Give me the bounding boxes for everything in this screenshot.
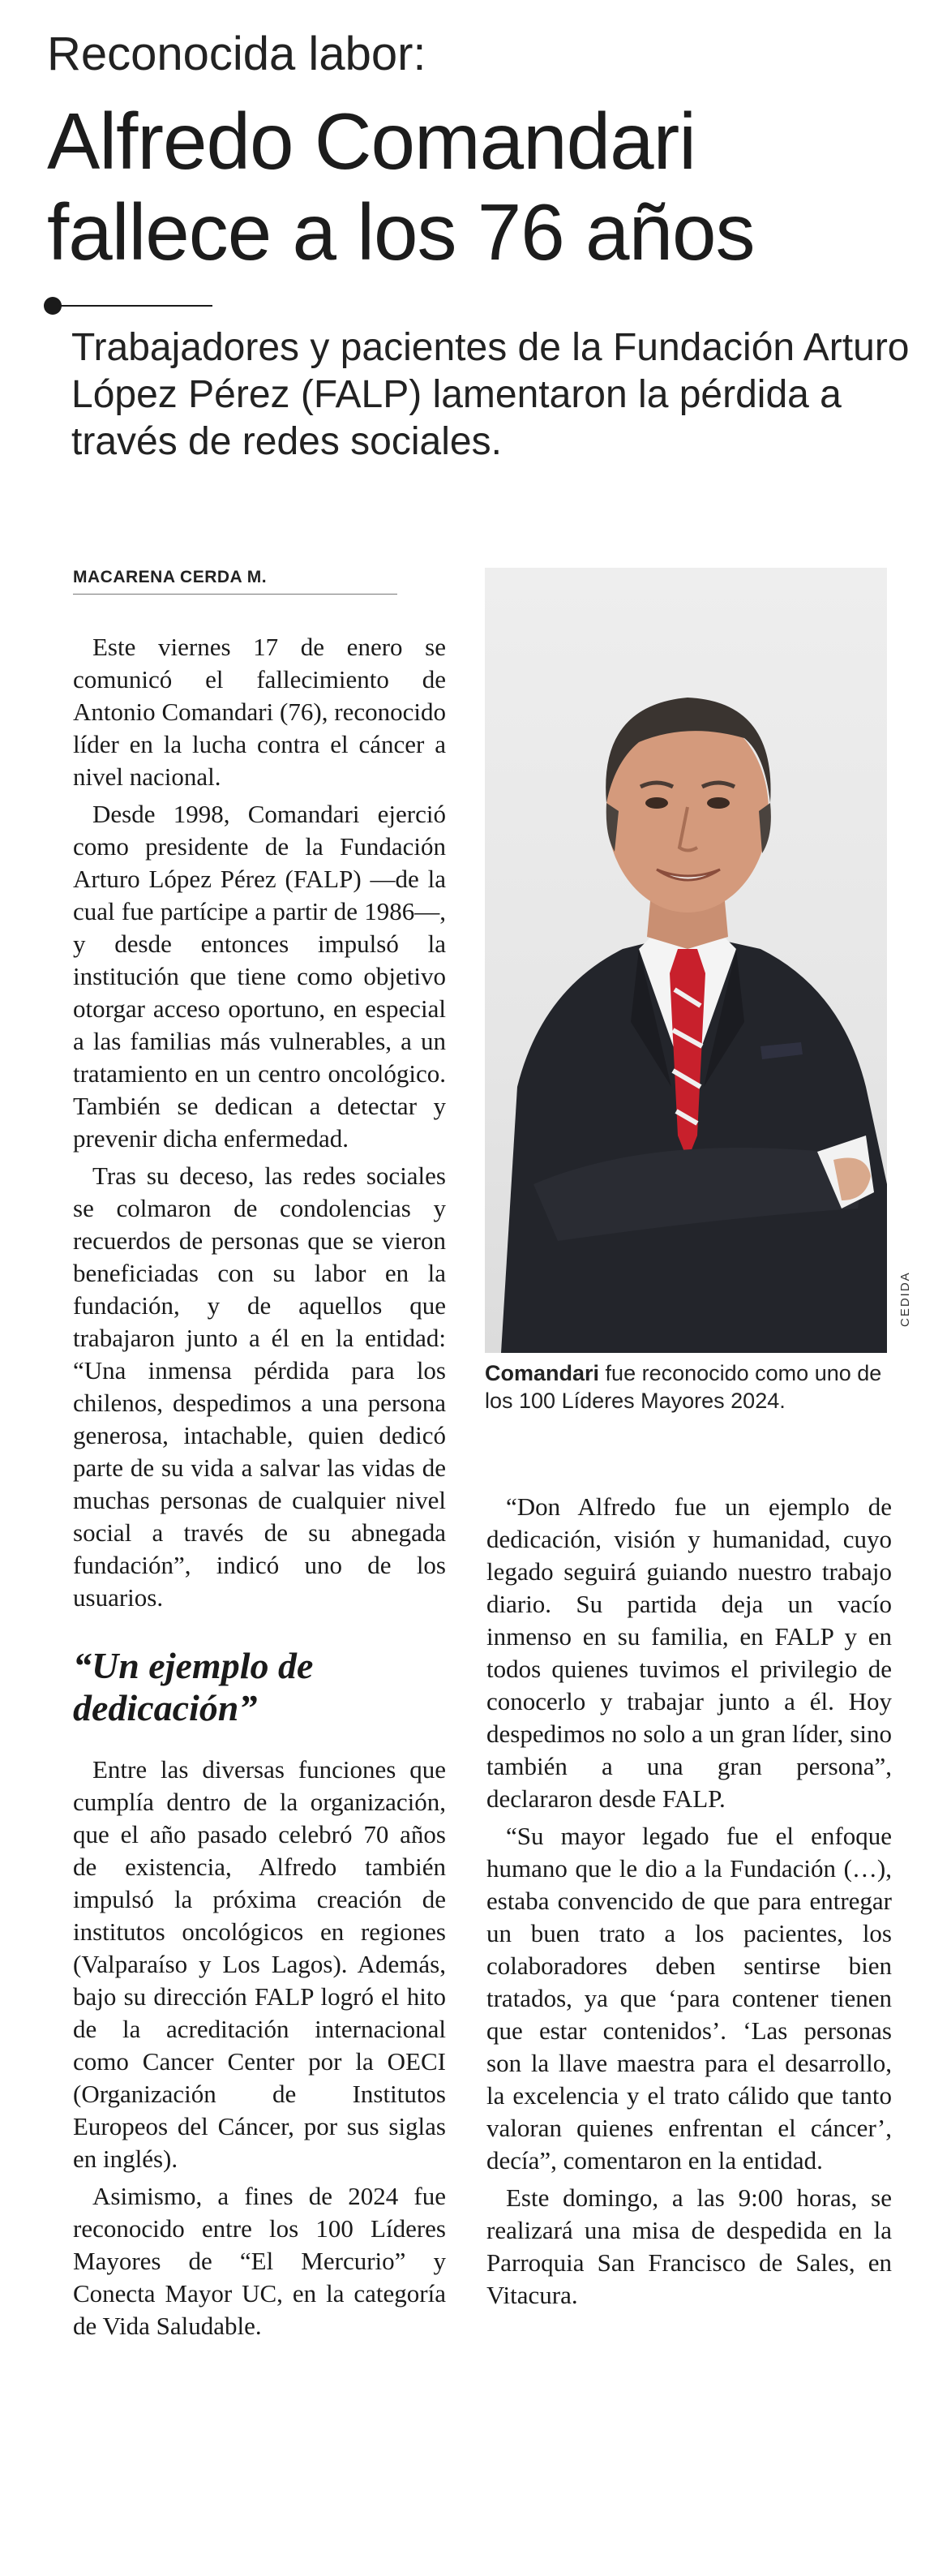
- divider-line: [54, 305, 212, 307]
- section-heading: “Un ejemplo de dedicación”: [73, 1645, 314, 1728]
- photo-caption: [485, 1359, 890, 1415]
- paragraph: “Su mayor legado fue el enfoque humano que le dio a la Fundación (…), estaba convencido de que para entregar un buen trato a los pacientes, los colaboradores deben sentirse bien tratados, ya que ‘para contener tienen que estar contenidos’. ‘Las personas son la llave maestra para el desarrollo, la excelencia y el trato cálido que tanto valoran quienes enfrentan el cáncer’, decía”, comentaron en la entidad.: [486, 1822, 892, 2175]
- paragraph: Asimismo, a fines de 2024 fue reconocido entre los 100 Líderes Mayores de “El Mercurio” y Conecta Mayor UC, en la categoría de Vida Saludable.: [73, 2182, 446, 2340]
- paragraph: Este domingo, a las 9:00 horas, se realizará una misa de despedida en la Parroquia San Francisco de Sales, en Vitacura.: [486, 2183, 892, 2309]
- portrait-illustration: [485, 568, 887, 1353]
- caption-text: fue reconocido como uno de los 100 Líderes Mayores 2024.: [485, 1361, 882, 1413]
- paragraph: Entre las diversas funciones que cumplía dentro de la organización, que el año pasado celebró 70 años de existencia, Alfredo también impulsó la próxima creación de institutos oncológicos en regiones (Valparaíso y Los Lagos). Además, bajo su dirección FALP logró el hito de la acreditación internacional como Cancer Center por la OECI (Organización de Institutos Europeos del Cáncer, por sus siglas en inglés).: [73, 1755, 446, 2173]
- paragraph: Desde 1998, Comandari ejerció como presidente de la Fundación Arturo López Pérez (FALP) —de la cual fue partícipe a partir de 1986—, y desde entonces impulsó la institución que tiene como objetivo otorgar acceso oportuno, en especial a las familias más vulnerables, a un tratamiento en un centro oncológico. También se dedican a detectar y prevenir dicha enfermedad.: [73, 800, 446, 1153]
- headline: Alfredo Comandari fallece a los 76 años: [47, 97, 755, 277]
- caption-name: Comandari: [485, 1361, 600, 1385]
- subheadline: Trabajadores y pacientes de la Fundación Arturo López Pérez (FALP) lamentaron la pérdida a través de redes sociales.: [71, 326, 910, 463]
- kicker: Reconocida labor:: [47, 28, 426, 80]
- right-column: [486, 1491, 892, 2312]
- divider-dot: [44, 297, 62, 315]
- paragraph: Tras su deceso, las redes sociales se colmaron de condolencias y recuerdos de personas que se vieron beneficiadas con su labor en la fundación, y de aquellos que trabajaron junto a él en la entidad: “Una inmensa pérdida para los chilenos, despedimos a una persona generosa, intachable, quien dedicó parte de su vida a salvar las vidas de muchas personas de cualquier nivel social a través de su abnegada fundación”, indicó uno de los usuarios.: [73, 1161, 446, 1612]
- left-column: [73, 631, 446, 2342]
- paragraph: Este viernes 17 de enero se comunicó el fallecimiento de Antonio Comandari (76), reconocido líder en la lucha contra el cáncer a nivel nacional.: [73, 633, 446, 791]
- paragraph: “Don Alfredo fue un ejemplo de dedicación, visión y humanidad, cuyo legado seguirá guiando nuestro trabajo diario. Su partida deja un vacío inmenso en su familia, en FALP y en todos quienes tuvimos el privilegio de conocerlo y trabajar junto a él. Hoy despedimos no solo a un gran líder, sino también a una gran persona”, declararon desde FALP.: [486, 1492, 892, 1813]
- byline: MACARENA CERDA M.: [73, 568, 397, 595]
- photo-credit: CEDIDA: [898, 1271, 912, 1327]
- portrait-photo: [485, 568, 887, 1353]
